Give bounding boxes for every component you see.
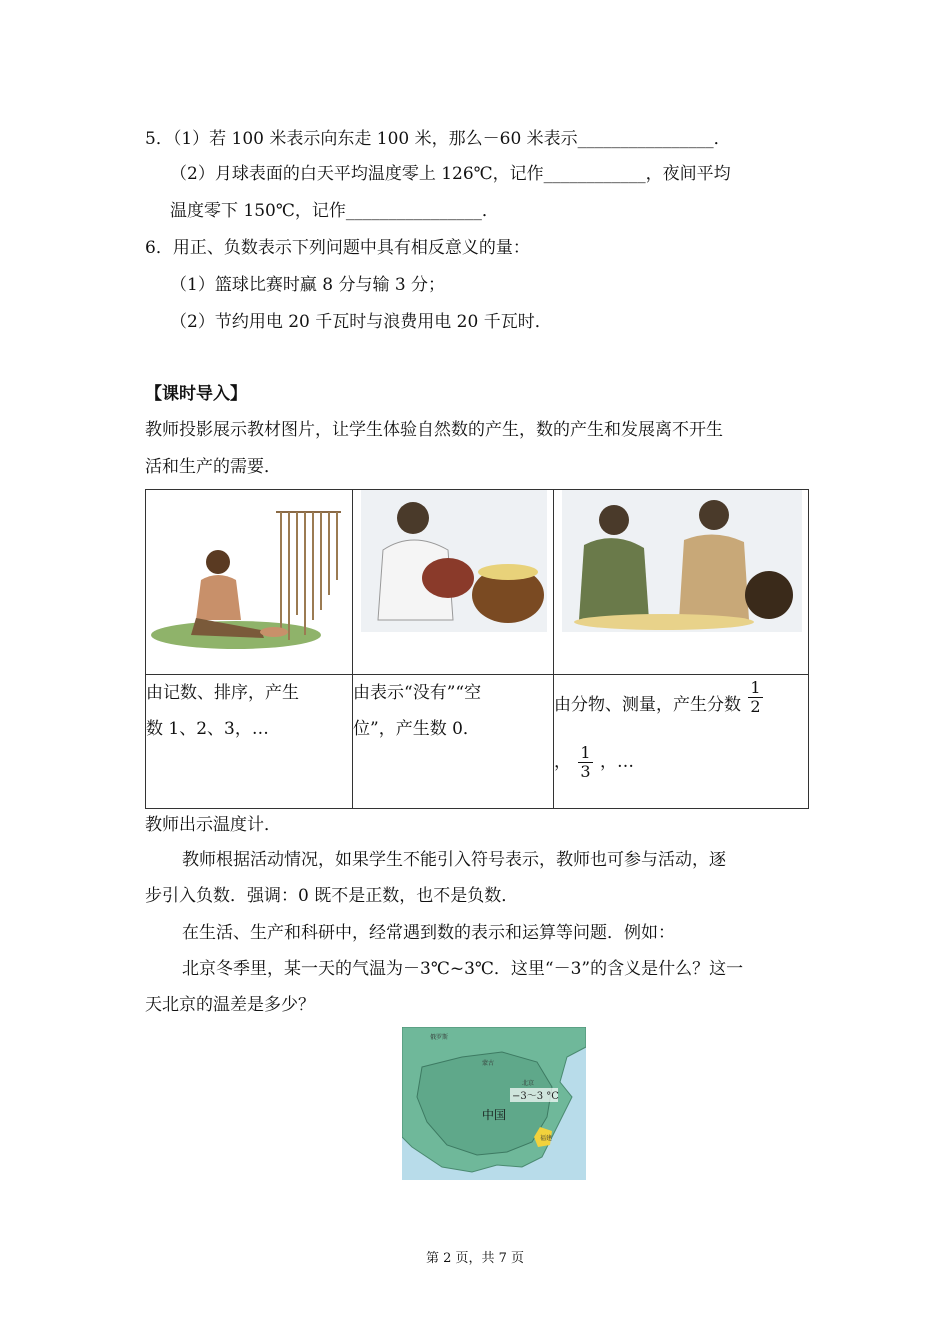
text-cell-counting — [146, 675, 353, 809]
fraction-one-third-numerator: 1 — [580, 743, 591, 762]
fraction-one-half-denominator: 2 — [750, 697, 761, 716]
text-cell-zero — [353, 675, 554, 809]
fraction-one-half — [748, 679, 762, 716]
after-p4b: 天北京的温差是多少？ — [145, 995, 315, 1015]
fractions-illustration — [554, 490, 808, 674]
q6-line3: （2）节约用电 20 千瓦时与浪费用电 20 千瓦时． — [170, 312, 552, 332]
fractions-suffix: ，… — [600, 752, 634, 772]
q5-line1: 5．（1）若 100 米表示向东走 100 米，那么－60 米表示________________． — [145, 129, 731, 149]
intro-line1: 教师投影展示教材图片，让学生体验自然数的产生，数的产生和发展离不开生 — [145, 420, 723, 440]
zero-line1: 由表示“没有”“空 — [353, 683, 482, 703]
fractions-prefix: 由分物、测量，产生分数 — [554, 695, 741, 715]
image-cell-counting — [146, 490, 353, 675]
map-label-china: 中国 — [482, 1108, 507, 1122]
after-p2b: 步引入负数．强调：0 既不是正数，也不是负数． — [145, 886, 519, 906]
fraction-one-third-denominator: 3 — [580, 762, 591, 781]
after-p2a: 教师根据活动情况，如果学生不能引入符号表示，教师也可参与活动，逐 — [182, 850, 726, 870]
q5-line3: 温度零下 150℃，记作________________． — [170, 201, 499, 221]
intro-line2: 活和生产的需要． — [145, 457, 281, 477]
image-cell-fractions — [554, 490, 809, 675]
fractions-comma: ， — [554, 752, 571, 772]
q6-line2: （1）篮球比赛时赢 8 分与输 3 分； — [170, 275, 446, 295]
counting-line1: 由记数、排序，产生 — [146, 683, 299, 703]
image-cell-zero — [353, 490, 554, 675]
q6-line1: 6．用正、负数表示下列问题中具有相反意义的量： — [145, 238, 530, 258]
after-p3: 在生活、生产和科研中，经常遇到数的表示和运算等问题．例如： — [182, 923, 675, 943]
map-label-beijing: 北京 — [522, 1080, 535, 1087]
china-map-svg — [402, 1027, 586, 1180]
origins-table — [145, 489, 809, 809]
china-map — [402, 1027, 586, 1180]
q5-line2: （2）月球表面的白天平均温度零上 126℃，记作____________，夜间平均 — [170, 164, 731, 184]
after-p4a: 北京冬季里，某一天的气温为－3℃~3℃．这里“－3”的含义是什么？这一 — [182, 959, 744, 979]
counting-illustration — [146, 490, 352, 674]
after-p1: 教师出示温度计． — [145, 815, 281, 835]
zero-illustration — [353, 490, 553, 674]
map-label-mongolia: 蒙古 — [482, 1060, 495, 1067]
zero-line2: 位”，产生数 0． — [353, 719, 480, 739]
map-temp-label: −3～3 °C — [512, 1091, 559, 1102]
map-label-fujian: 福建 — [540, 1135, 553, 1142]
section-title: 【课时导入】 — [145, 384, 247, 404]
fraction-one-half-numerator: 1 — [750, 678, 761, 697]
fraction-one-third — [578, 744, 592, 781]
text-cell-fractions — [554, 675, 809, 809]
counting-line2: 数 1、2、3，… — [146, 719, 269, 739]
page-footer: 第 2 页，共 7 页 — [425, 1251, 525, 1266]
map-label-russia: 俄罗斯 — [430, 1034, 449, 1041]
